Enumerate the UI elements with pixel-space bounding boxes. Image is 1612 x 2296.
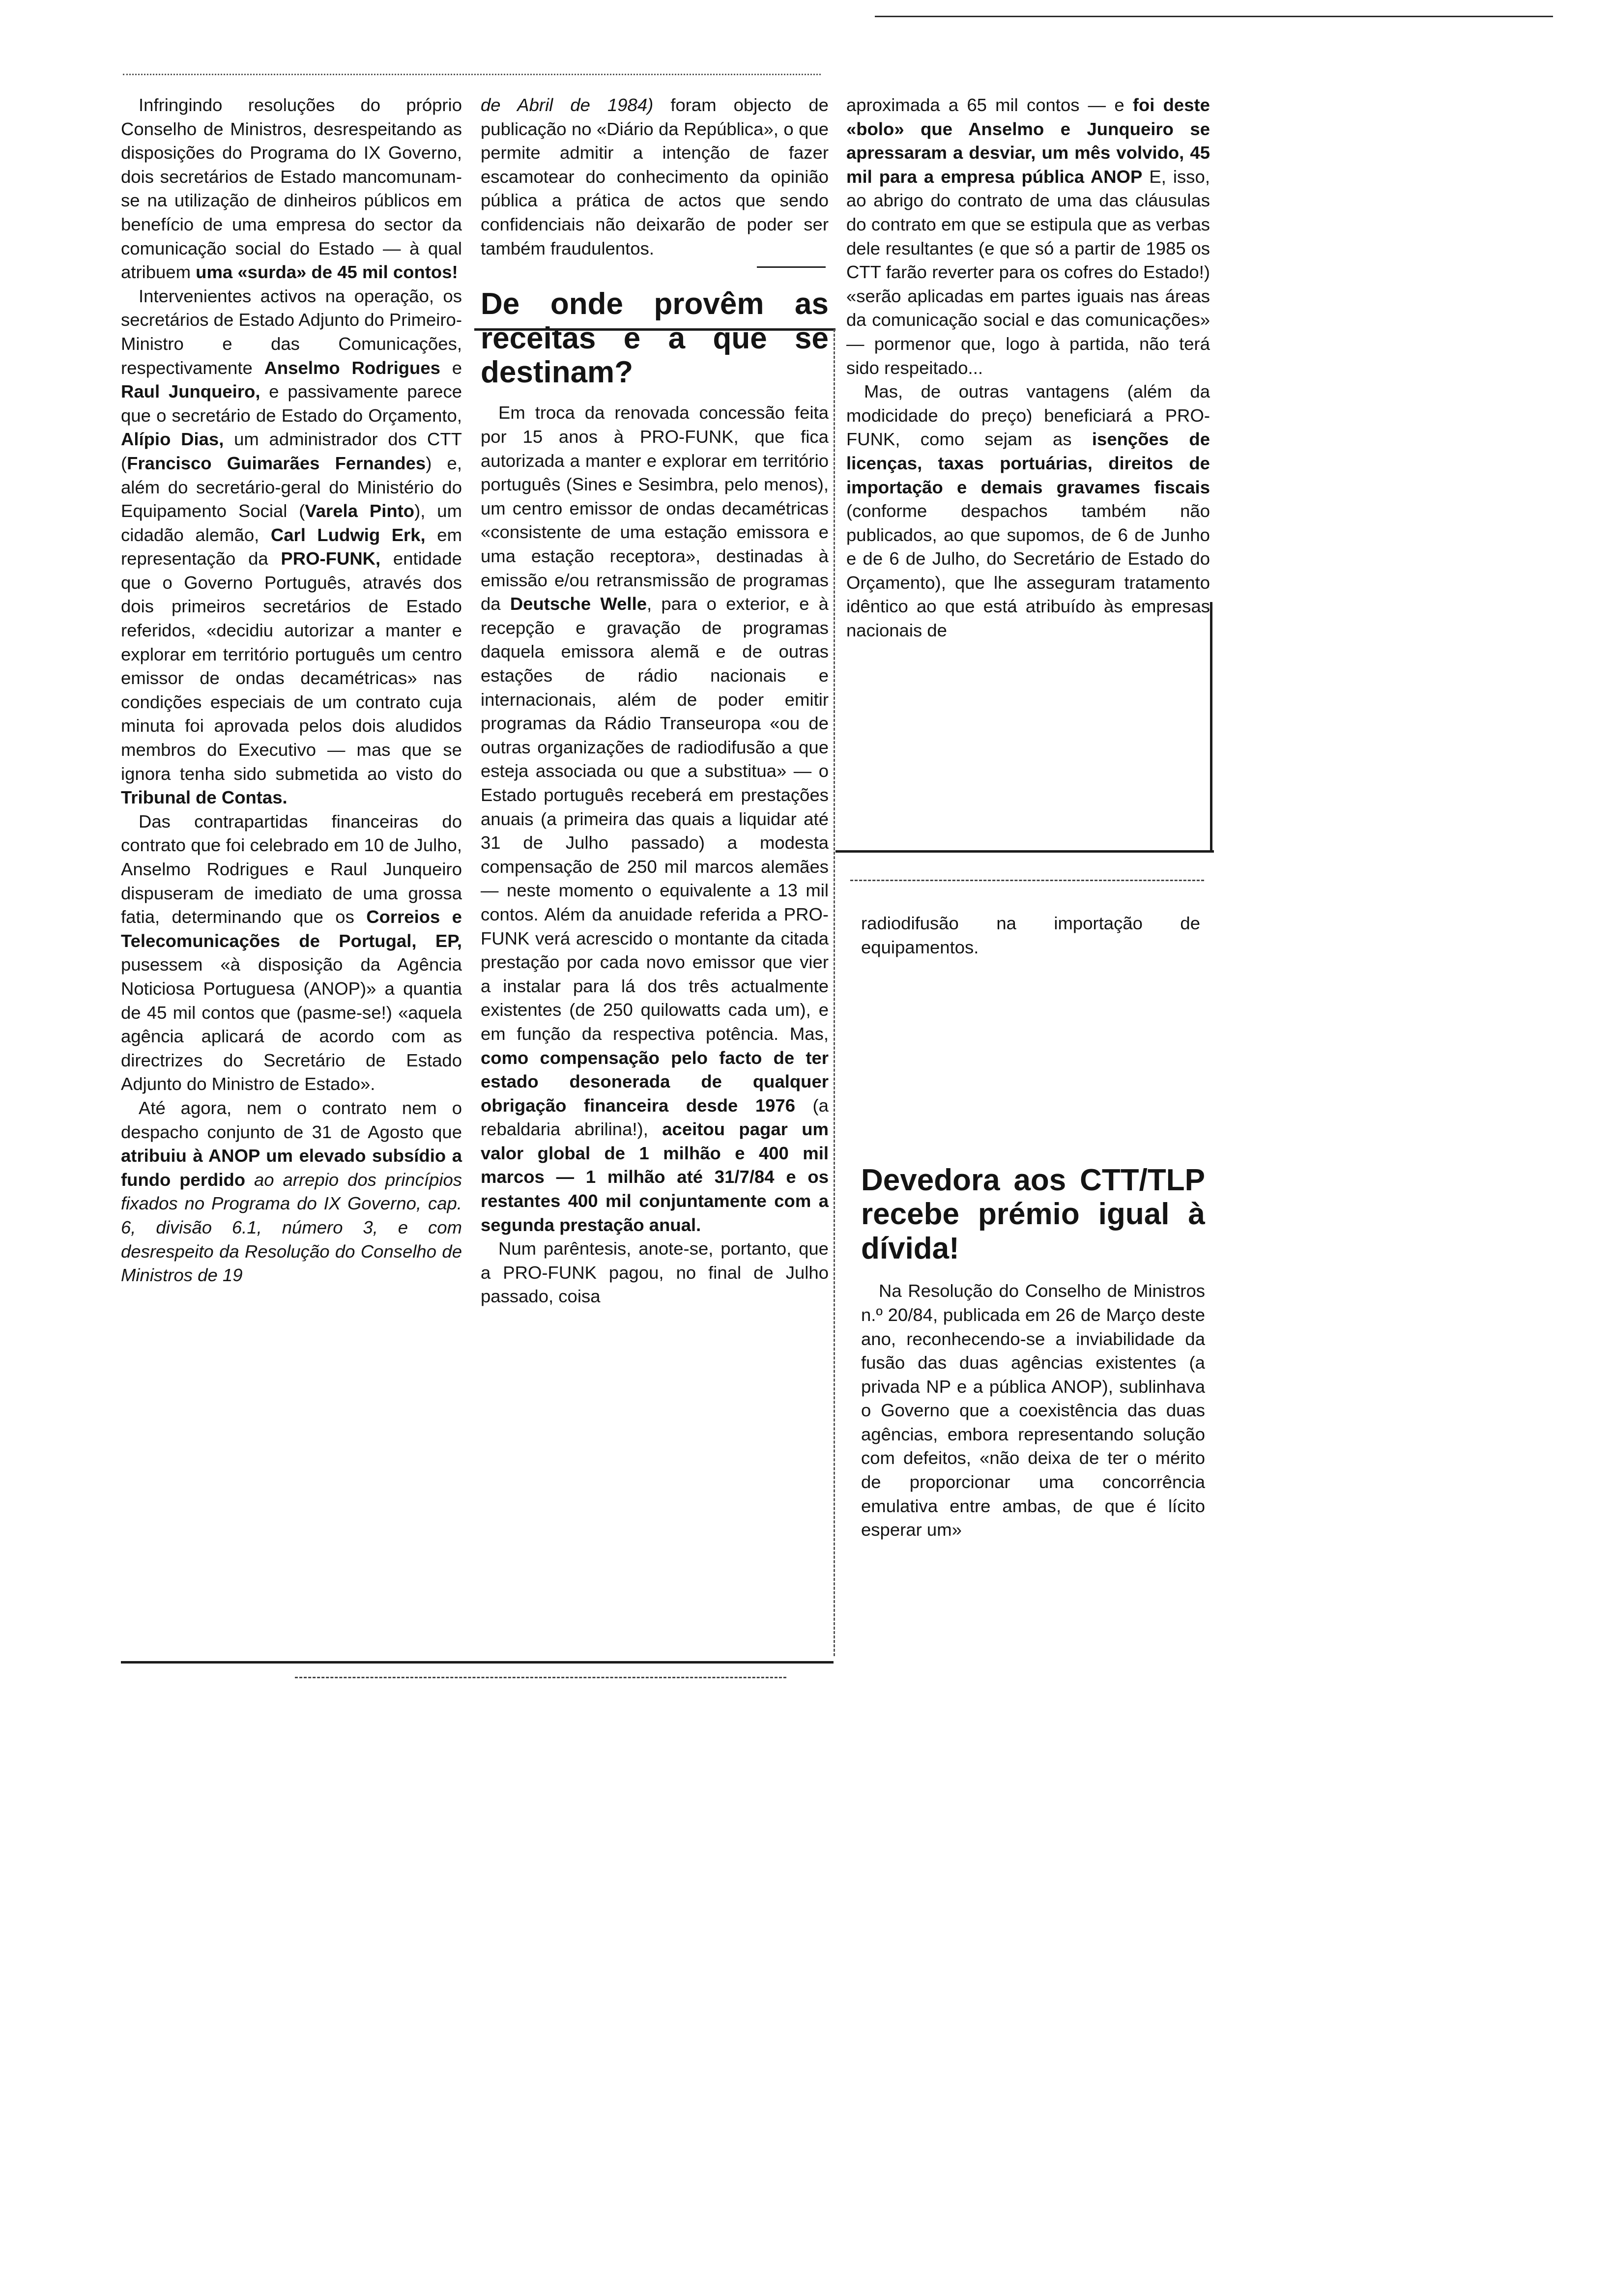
paragraph: Em troca da renovada concessão feita por 15 anos à PRO-FUNK, que fica autorizada a manter e explorar em território português (Sines e Sesimbra, pelo menos), um centro emissor de ondas decamétricas «consistente de uma estação emissora e uma estação receptora», destinadas à emissão e/ou retransmissão de programas da Deutsche Welle, para o exterior, e à recepção e gravação de programas daquela emissora alemã e de outras estações de rádio nacionais e internacionais, além de poder emitir programas da Rádio Transeuropa «ou de outras organizações de radiodifusão a que esteja associada ou que a substitua» — o Estado português receberá em prestações anuais (a primeira das quais a liquidar até 31 de Julho passado) a modesta compensação de 250 mil marcos alemães — neste momento o equivalente a 13 mil contos. Além da anuidade referida a PRO-FUNK verá acrescido o montante da citada prestação por cada novo emissor que vier a instalar para lá dos três actualmente existentes (de 250 quilowatts cada um), e em função da respectiva potência. Mas, como compensação pelo facto de ter estado desonerada de qualquer obrigação financeira desde 1976 (a rebaldaria abrilina!), aceitou pagar um valor global de 1 milhão e 400 mil marcos — 1 milhão até 31/7/84 e os restantes 400 mil conjuntamente com a segunda prestação anual. — [481, 402, 829, 1235]
paragraph: Até agora, nem o contrato nem o despacho conjunto de 31 de Agosto que atribuiu à ANOP um elevado subsídio a fundo perdido ao arrepio dos princípios fixados no Programa do IX Governo, cap. 6, divisão 6.1, número 3, e com desrespeito da Resolução do Conselho de Ministros de 19 — [121, 1097, 462, 1286]
paragraph: radiodifusão na importação de equipamentos. — [861, 913, 1200, 957]
bottom-speckle-rule — [295, 1677, 786, 1678]
boxed-heading: Devedora aos CTT/TLP recebe prémio igual à dívida! — [861, 1163, 1205, 1265]
short-rule — [757, 266, 826, 268]
box-bottom-rule — [835, 850, 1214, 853]
article-column-3-continuation — [861, 912, 1200, 959]
paragraph: Intervenientes activos na operação, os secretários de Estado Adjunto do Primeiro-Ministro e das Comunicações, respectivamente Anselmo Rodrigues e Raul Junqueiro, e passivamente parece que o secretário de Estado do Orçamento, Alípio Dias, um administrador dos CTT (Francisco Guimarães Fernandes) e, além do secretário-geral do Ministério do Equipamento Social (Varela Pinto), um cidadão alemão, Carl Ludwig Erk, em representação da PRO-FUNK, entidade que o Governo Português, através dos dois primeiros secretários de Estado referidos, «decidiu autorizar a manter e explorar em território português um centro emissor de ondas decamétricas» nas condições especiais de um contrato cuja minuta foi aprovada pelos dois aludidos membros do Executivo — mas que se ignora tenha sido submetida ao visto do Tribunal de Contas. — [121, 286, 462, 808]
dashed-rule — [850, 880, 1204, 881]
paragraph: Num parêntesis, anote-se, portanto, que a PRO-FUNK pagou, no final de Julho passado, coisa — [481, 1238, 829, 1307]
paragraph: Das contrapartidas financeiras do contrato que foi celebrado em 10 de Julho, Anselmo Rodrigues e Raul Junqueiro dispuseram de imediato de uma grossa fatia, determinando que os Correios e Telecomunicações de Portugal, EP, pusessem «à disposição da Agência Noticiosa Portuguesa (ANOP)» a quantia de 45 mil contos que (pasme-se!) «aquela agência aplicará de acordo com as directrizes do Secretário de Estado Adjunto do Ministro de Estado». — [121, 811, 462, 1094]
article-column-1 — [121, 93, 462, 1288]
spacer — [481, 260, 829, 287]
bottom-rule — [121, 1661, 834, 1664]
section-heading: De onde provêm as receitas e a que se destinam? — [481, 287, 829, 390]
top-speckle-noise — [123, 74, 821, 75]
paragraph: de Abril de 1984) foram objecto de publicação no «Diário da República», o que permite admitir a intenção de fazer escamotear do conhecimento da opinião pública a prática de actos que sendo confidenciais não deixarão de poder ser também fraudulentos. — [481, 95, 829, 258]
paragraph: Na Resolução do Conselho de Ministros n.º 20/84, publicada em 26 de Março deste ano, reconhecendo-se a inviabilidade da fusão das duas agências existentes (a privada NP e a pública ANOP), sublinhava o Governo que a coexistência das duas agências, embora representando solução com defeitos, «não deixa de ter o mérito de proporcionar uma concorrência emulativa entre ambas, de que é lícito esperar um» — [861, 1281, 1205, 1540]
section-rule — [474, 328, 835, 331]
top-scan-line — [875, 16, 1553, 17]
article-column-3 — [846, 93, 1210, 643]
article-column-2 — [481, 93, 829, 1309]
paragraph: aproximada a 65 mil contos — e foi deste «bolo» que Anselmo e Junqueiro se apressaram a desviar, um mês volvido, 45 mil para a empresa pública ANOP E, isso, ao abrigo do contrato de uma das cláusulas do contrato em que se estipula que as verbas dele resultantes (e que só a partir de 1985 os CTT farão reverter para os cofres do Estado!) «serão aplicadas em partes iguais nas áreas da comunicação social e das comunicações» — pormenor que, logo à partida, não terá sido respeitado... — [846, 95, 1210, 378]
column-divider — [834, 329, 835, 1656]
box-right-rule — [1210, 602, 1212, 853]
paragraph: Mas, de outras vantagens (além da modicidade do preço) beneficiará a PRO-FUNK, como sejam as isenções de licenças, taxas portuárias, direitos de importação e demais gravames fiscais (conforme despachos também não publicados, ao que supomos, de 6 de Junho e de 6 de Julho, do Secretário de Estado do Orçamento), que lhe asseguram tratamento idêntico ao que está atribuído às empresas nacionais de — [846, 381, 1210, 641]
paragraph: Infringindo resoluções do próprio Conselho de Ministros, desrespeitando as disposições do Programa do IX Governo, dois secretários de Estado mancomunam-se na utilização de dinheiros públicos em benefício de uma empresa do sector da comunicação social do Estado — à qual atribuem uma «surda» de 45 mil contos! — [121, 95, 462, 283]
boxed-article — [861, 1163, 1205, 1542]
